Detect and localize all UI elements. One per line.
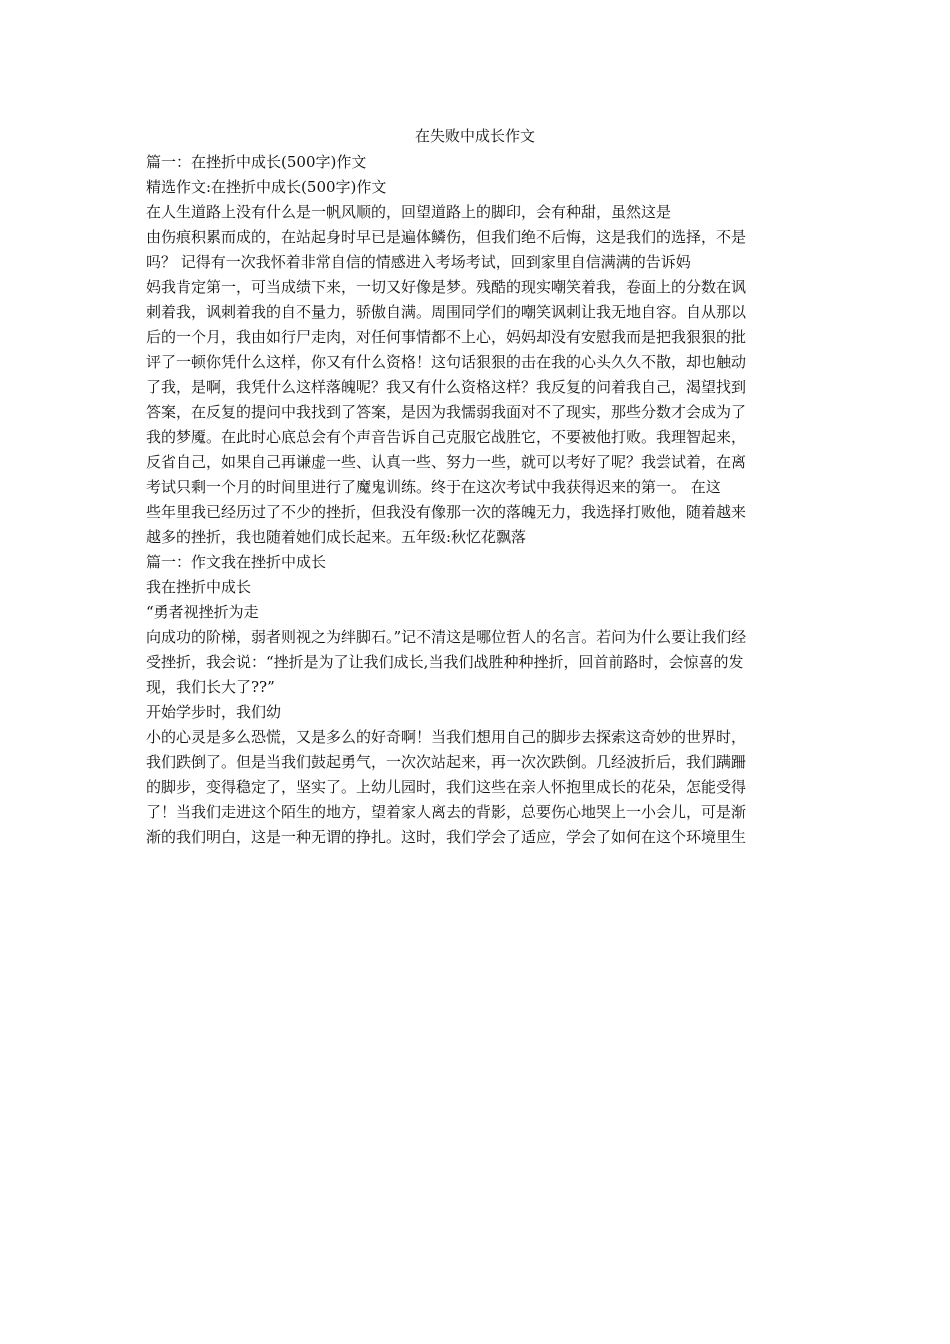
text-line: 我的梦魇。在此时心底总会有个声音告诉自己克服它战胜它，不要被他打败。我理智起来， [146, 428, 747, 446]
text-line: 小的心灵是多么恐慌，又是多么的好奇啊！当我们想用自己的脚步去探索这奇妙的世界时， [146, 728, 747, 746]
text-line: 精选作文:在挫折中成长(500字)作文 [146, 178, 387, 196]
text-line: 在人生道路上没有什么是一帆风顺的，回望道路上的脚印，会有种甜，虽然这是 [146, 203, 672, 221]
text-line: 篇一：作文我在挫折中成长 [146, 553, 327, 571]
text-line: 现，我们长大了??” [146, 678, 275, 696]
text-line: 我在挫折中成长 [146, 578, 252, 596]
text-line: 考试只剩一个月的时间里进行了魔鬼训练。终于在这次考试中我获得迟来的第一。 在这 [146, 478, 721, 496]
text-line: “勇者视挫折为走 [146, 603, 259, 621]
text-line: 些年里我已经历过了不少的挫折，但我没有像那一次的落魄无力，我选择打败他，随着越来 [146, 503, 747, 521]
text-line: 了！当我们走进这个陌生的地方，望着家人离去的背影，总要伤心地哭上一小会儿，可是渐 [146, 803, 747, 821]
text-line: 反省自己，如果自己再谦虚一些、认真一些、努力一些，就可以考好了呢？我尝试着，在离 [146, 453, 747, 471]
text-line: 向成功的阶梯，弱者则视之为绊脚石。”记不清这是哪位哲人的名言。若问为什么要让我们经 [146, 628, 747, 646]
document-title: 在失败中成长作文 [414, 127, 535, 145]
text-line: 开始学步时，我们幼 [146, 703, 282, 721]
document-body [146, 150, 818, 850]
text-line: 渐的我们明白，这是一种无谓的挣扎。这时，我们学会了适应，学会了如何在这个环境里生 [146, 828, 747, 846]
text-line: 由伤痕积累而成的，在站起身时早已是遍体鳞伤，但我们绝不后悔，这是我们的选择，不是 [146, 228, 747, 246]
text-line: 答案，在反复的提问中我找到了答案，是因为我懦弱我面对不了现实，那些分数才会成为了 [146, 403, 747, 421]
text-line: 刺着我，讽刺着我的自不量力，骄傲自满。周围同学们的嘲笑讽刺让我无地自容。自从那以 [146, 303, 747, 321]
text-line: 我们跌倒了。但是当我们鼓起勇气，一次次站起来，再一次次跌倒。几经波折后，我们蹒跚 [146, 753, 747, 771]
text-line: 后的一个月，我由如行尸走肉，对任何事情都不上心，妈妈却没有安慰我而是把我狠狠的批 [146, 328, 747, 346]
text-line: 吗？ 记得有一次我怀着非常自信的情感进入考场考试，回到家里自信满满的告诉妈 [146, 253, 691, 271]
text-line: 妈我肯定第一，可当成绩下来，一切又好像是梦。残酷的现实嘲笑着我，卷面上的分数在讽 [146, 278, 747, 296]
text-line: 评了一顿你凭什么这样，你又有什么资格！这句话狠狠的击在我的心头久久不散，却也触动 [146, 353, 747, 371]
text-line: 篇一：在挫折中成长(500字)作文 [146, 153, 367, 171]
text-line: 越多的挫折，我也随着她们成长起来。五年级:秋忆花飘落 [146, 528, 527, 546]
text-line: 了我，是啊，我凭什么这样落魄呢？我又有什么资格这样？我反复的问着我自己，渴望找到 [146, 378, 747, 396]
text-line: 受挫折，我会说：“挫折是为了让我们成长,当我们战胜种种挫折，回首前路时，会惊喜的发 [146, 653, 744, 671]
text-line: 的脚步，变得稳定了，坚实了。上幼儿园时，我们这些在亲人怀抱里成长的花朵，怎能受得 [146, 778, 747, 796]
